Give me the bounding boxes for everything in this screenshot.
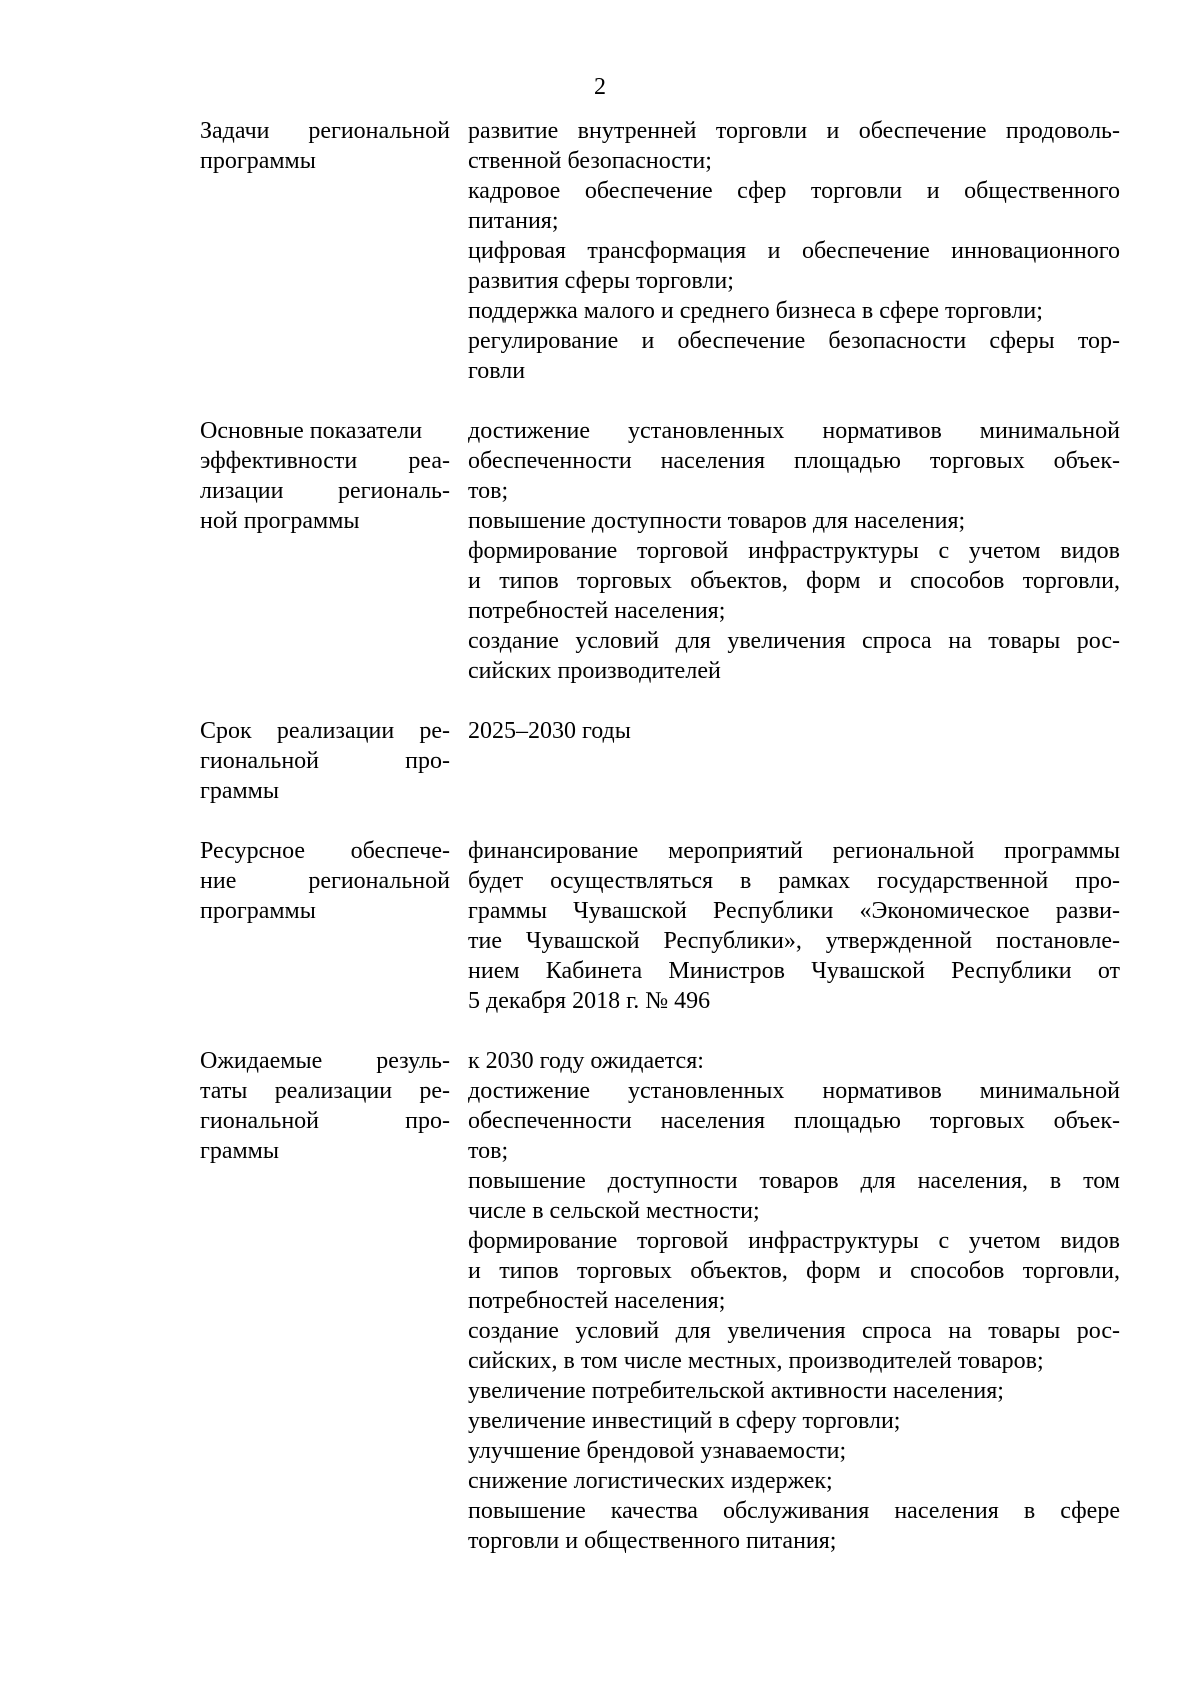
value-line: кадровое обеспечение сфер торговли и общественного (468, 178, 1120, 204)
value-line: нием Кабинета Министров Чувашской Республики от (468, 958, 1120, 984)
value-line: формирование торговой инфраструктуры с учетом видов (468, 1228, 1120, 1254)
label-line: Задачи региональной (200, 118, 450, 144)
passport-row-indicators (200, 416, 1120, 686)
value-line: повышение качества обслуживания населения в сфере (468, 1498, 1120, 1524)
value-line: граммы Чувашской Республики «Экономическое разви- (468, 898, 1120, 924)
label-line: ной программы (200, 508, 360, 534)
value-line: создание условий для увеличения спроса на товары рос- (468, 628, 1120, 654)
value-line: поддержка малого и среднего бизнеса в сфере торговли; (468, 298, 1043, 324)
value-line: увеличение потребительской активности населения; (468, 1378, 1004, 1404)
label-line: граммы (200, 778, 279, 804)
row-value (468, 416, 1120, 686)
label-line: эффективности реа- (200, 448, 450, 474)
value-line: 5 декабря 2018 г. № 496 (468, 988, 711, 1014)
value-line: будет осуществляться в рамках государственной про- (468, 868, 1120, 894)
value-line: ственной безопасности; (468, 148, 712, 174)
label-line: таты реализации ре- (200, 1078, 450, 1104)
passport-row-term (200, 716, 1120, 806)
row-label (200, 416, 450, 686)
label-line: программы (200, 898, 316, 924)
value-line: улучшение брендовой узнаваемости; (468, 1438, 847, 1464)
label-line: Ожидаемые резуль- (200, 1048, 450, 1074)
label-line: программы (200, 148, 316, 174)
value-line: обеспеченности населения площадью торговых объек- (468, 448, 1120, 474)
value-line: развитие внутренней торговли и обеспечение продоволь- (468, 118, 1120, 144)
value-line: развития сферы торговли; (468, 268, 734, 294)
row-value (468, 1046, 1120, 1556)
value-line: увеличение инвестиций в сферу торговли; (468, 1408, 901, 1434)
value-line: и типов торговых объектов, форм и способов торговли, (468, 1258, 1120, 1284)
row-label (200, 716, 450, 806)
value-line: финансирование мероприятий региональной программы (468, 838, 1120, 864)
label-line: лизации региональ- (200, 478, 450, 504)
passport-row-tasks (200, 116, 1120, 386)
value-line: регулирование и обеспечение безопасности сферы тор- (468, 328, 1120, 354)
value-line: снижение логистических издержек; (468, 1468, 833, 1494)
value-line: обеспеченности населения площадью торговых объек- (468, 1108, 1120, 1134)
label-line: ние региональной (200, 868, 450, 894)
label-line: Основные показатели (200, 418, 423, 444)
value-line: потребностей населения; (468, 598, 726, 624)
row-label (200, 116, 450, 386)
passport-row-results (200, 1046, 1120, 1556)
value-line: тие Чувашской Республики», утвержденной постановле- (468, 928, 1120, 954)
value-line: потребностей населения; (468, 1288, 726, 1314)
value-line: 2025–2030 годы (468, 718, 631, 744)
label-line: граммы (200, 1138, 279, 1164)
program-passport-table (200, 116, 1120, 1556)
row-value (468, 716, 1120, 806)
value-line: цифровая трансформация и обеспечение инновационного (468, 238, 1120, 264)
value-line: повышение доступности товаров для населения; (468, 508, 966, 534)
value-line: к 2030 году ожидается: (468, 1048, 704, 1074)
label-line: гиональной про- (200, 748, 450, 774)
value-line: создание условий для увеличения спроса на товары рос- (468, 1318, 1120, 1344)
row-value (468, 836, 1120, 1016)
value-line: числе в сельской местности; (468, 1198, 760, 1224)
value-line: тов; (468, 1138, 509, 1164)
value-line: говли (468, 358, 526, 384)
value-line: сийских, в том числе местных, производителей товаров; (468, 1348, 1044, 1374)
value-line: достижение установленных нормативов минимальной (468, 418, 1120, 444)
value-line: сийских производителей (468, 658, 721, 684)
label-line: гиональной про- (200, 1108, 450, 1134)
value-line: повышение доступности товаров для населения, в том (468, 1168, 1120, 1194)
label-line: Ресурсное обеспече- (200, 838, 450, 864)
value-line: и типов торговых объектов, форм и способов торговли, (468, 568, 1120, 594)
row-label (200, 1046, 450, 1556)
value-line: формирование торговой инфраструктуры с учетом видов (468, 538, 1120, 564)
value-line: питания; (468, 208, 559, 234)
row-label (200, 836, 450, 1016)
label-line: Срок реализации ре- (200, 718, 450, 744)
passport-row-resources (200, 836, 1120, 1016)
value-line: тов; (468, 478, 509, 504)
value-line: достижение установленных нормативов минимальной (468, 1078, 1120, 1104)
page-number: 2 (594, 74, 606, 100)
row-value (468, 116, 1120, 386)
value-line: торговли и общественного питания; (468, 1528, 837, 1554)
